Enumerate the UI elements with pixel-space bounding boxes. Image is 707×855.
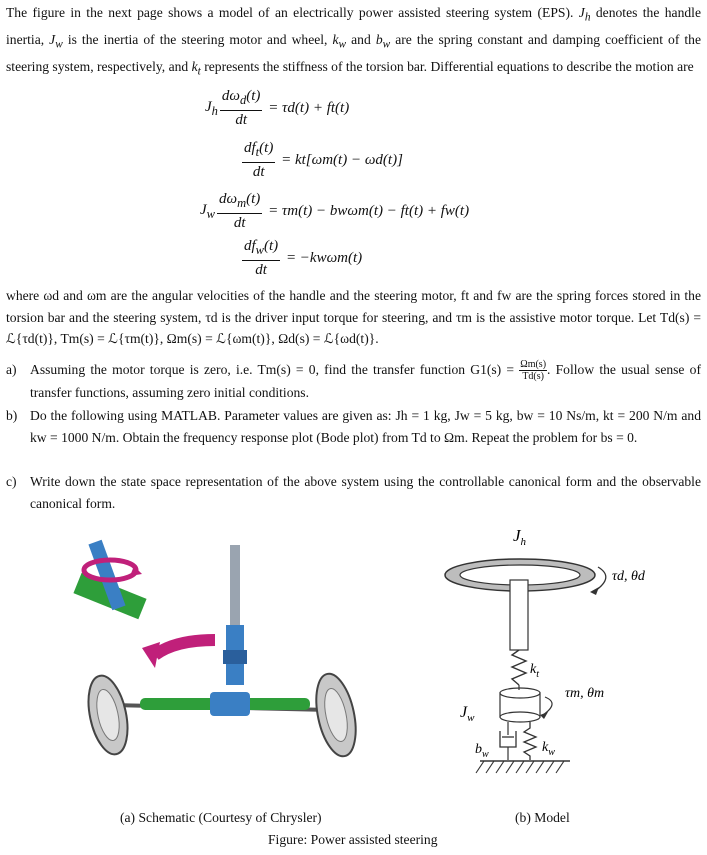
eq3-num: dω [219, 191, 238, 207]
transfer-den: Td(s) [522, 371, 544, 383]
question-b [6, 405, 701, 448]
motor-top [500, 688, 540, 698]
question-a-text-after: . Follow the usual sense of transfer functions, assuming zero initial conditions. [30, 362, 701, 401]
label-jh: $J_h$ [513, 526, 527, 548]
eq4-den: dt [255, 262, 267, 278]
question-a-label: a) [6, 362, 17, 377]
symbol-kt: k [191, 59, 198, 75]
transfer-num: Ωm(s) [520, 359, 547, 371]
eq3-rhs: = τm(t) − bwωm(t) − ft(t) + fw(t) [268, 203, 470, 219]
definitions-paragraph: where ωd and ωm are the angular velocities of the handle and the steering motor, ft and fw are the spring forces stored in the torsion bar and the steering system, τd is the driver input torque for steering, and τm is the assistive motor torque. Let Td(s) = ℒ{τd(t)}, Tm(s) = ℒ{τm(t)}, Ωm(s) = ℒ{ωm(t)}, Ωd(s) = ℒ{ωd(t)}. [6, 288, 701, 346]
callout-arrowhead [142, 642, 160, 668]
motor-torque-arrowhead [540, 712, 548, 719]
equation-1 [205, 88, 349, 129]
torsion-shaft [510, 580, 528, 650]
caption-a: (a) Schematic (Courtesy of Chrysler) [120, 810, 322, 825]
symbol-jw-sub: w [55, 38, 63, 51]
eq2-num: df [244, 140, 256, 156]
eq3-den: dt [233, 215, 246, 231]
label-bw: $b_w$ [475, 742, 489, 760]
intro-paragraph [6, 2, 701, 84]
eq3-num-tail: (t) [246, 191, 261, 207]
equation-3 [200, 191, 469, 232]
handle-torque-arrow [595, 567, 606, 591]
eq2-num-sub: t [255, 145, 260, 159]
symbol-kw: k [332, 32, 339, 48]
eq2-den: dt [252, 164, 265, 180]
eq1-num: dω [221, 88, 241, 104]
question-b-text: Do the following using MATLAB. Parameter values are given as: Jh = 1 kg, Jw = 5 kg, bw = 10 Ns/m, kt = 200 N/m and kw = 1000 N/m. Obtain the frequency response plot (Bode plot) from Td to Ωm. Repeat the problem for bs = 0. [30, 408, 701, 445]
motor-bottom [500, 712, 540, 722]
schematic-figure [60, 530, 380, 790]
intro-text-1: The figure in the next page shows a model of an electrically power assisted steering system (EPS). [6, 5, 579, 20]
intro-text-3: is the inertia of the steering motor and wheel, [62, 32, 333, 48]
question-b-label: b) [6, 408, 18, 423]
eq4-num-tail: (t) [264, 238, 279, 254]
question-c-text: Write down the state space representation of the above system using the controllable canonical form and the observable canonical form. [30, 474, 701, 511]
symbol-bw-sub: w [382, 38, 391, 51]
rack-housing [210, 692, 250, 716]
wheel-spring [524, 722, 536, 760]
intro-text-4: and [346, 32, 376, 48]
eq1-coef-sub: h [211, 103, 218, 118]
ground-hatch [476, 761, 564, 773]
motor-unit [223, 650, 247, 664]
symbol-kw-sub: w [338, 38, 347, 51]
label-kw: $k_w$ [542, 740, 555, 758]
symbol-kt-sub: t [197, 66, 201, 79]
symbol-jh-sub: h [584, 11, 591, 24]
eq3-coef-sub: w [206, 206, 216, 221]
label-tau-d: τd, θd [612, 569, 645, 584]
eq3-coef: J [200, 201, 207, 218]
equation-4 [240, 238, 362, 279]
eq4-num-sub: w [255, 243, 265, 257]
eq3-num-sub: m [237, 196, 247, 210]
label-kt: $k_t$ [530, 662, 539, 680]
symbol-bw: b [375, 32, 383, 48]
eq1-rhs: = τd(t) + ft(t) [268, 100, 350, 116]
torsion-spring [512, 650, 526, 685]
handle-torque-arrowhead [590, 587, 599, 595]
label-tau-m: τm, θm [565, 686, 605, 701]
eq2-num-tail: (t) [259, 140, 274, 156]
eq1-num-tail: (t) [246, 88, 261, 104]
figure-caption: Figure: Power assisted steering [268, 832, 438, 847]
eq1-coef: J [205, 98, 212, 115]
eq1-den: dt [235, 112, 248, 128]
intro-text-6: represents the stiffness of the torsion bar. Differential equations to describe the motion are [200, 59, 694, 75]
question-a [6, 359, 701, 404]
eq4-num: df [244, 238, 256, 254]
question-a-text-before: Assuming the motor torque is zero, i.e. Tm(s) = 0, find the transfer function G1(s) = [30, 362, 520, 377]
question-c-label: c) [6, 474, 17, 489]
model-figure [420, 525, 690, 810]
eq1-num-sub: d [240, 93, 247, 107]
label-jw: $J_w$ [460, 704, 475, 724]
symbol-jh: J [578, 5, 585, 20]
callout-arrow [155, 640, 215, 655]
equation-2 [240, 140, 403, 181]
caption-b: (b) Model [515, 810, 570, 825]
transfer-fraction [519, 359, 547, 382]
intro-text-2: denotes the handle inertia, [6, 5, 701, 48]
symbol-jw: J [49, 32, 56, 48]
intro-text-5: are the spring constant and damping coefficient of the steering system, respectively, and [6, 32, 702, 75]
question-c [6, 471, 701, 514]
eq4-rhs: = −kwωm(t) [285, 250, 363, 266]
eq2-rhs: = kt[ωm(t) − ωd(t)] [281, 152, 403, 168]
